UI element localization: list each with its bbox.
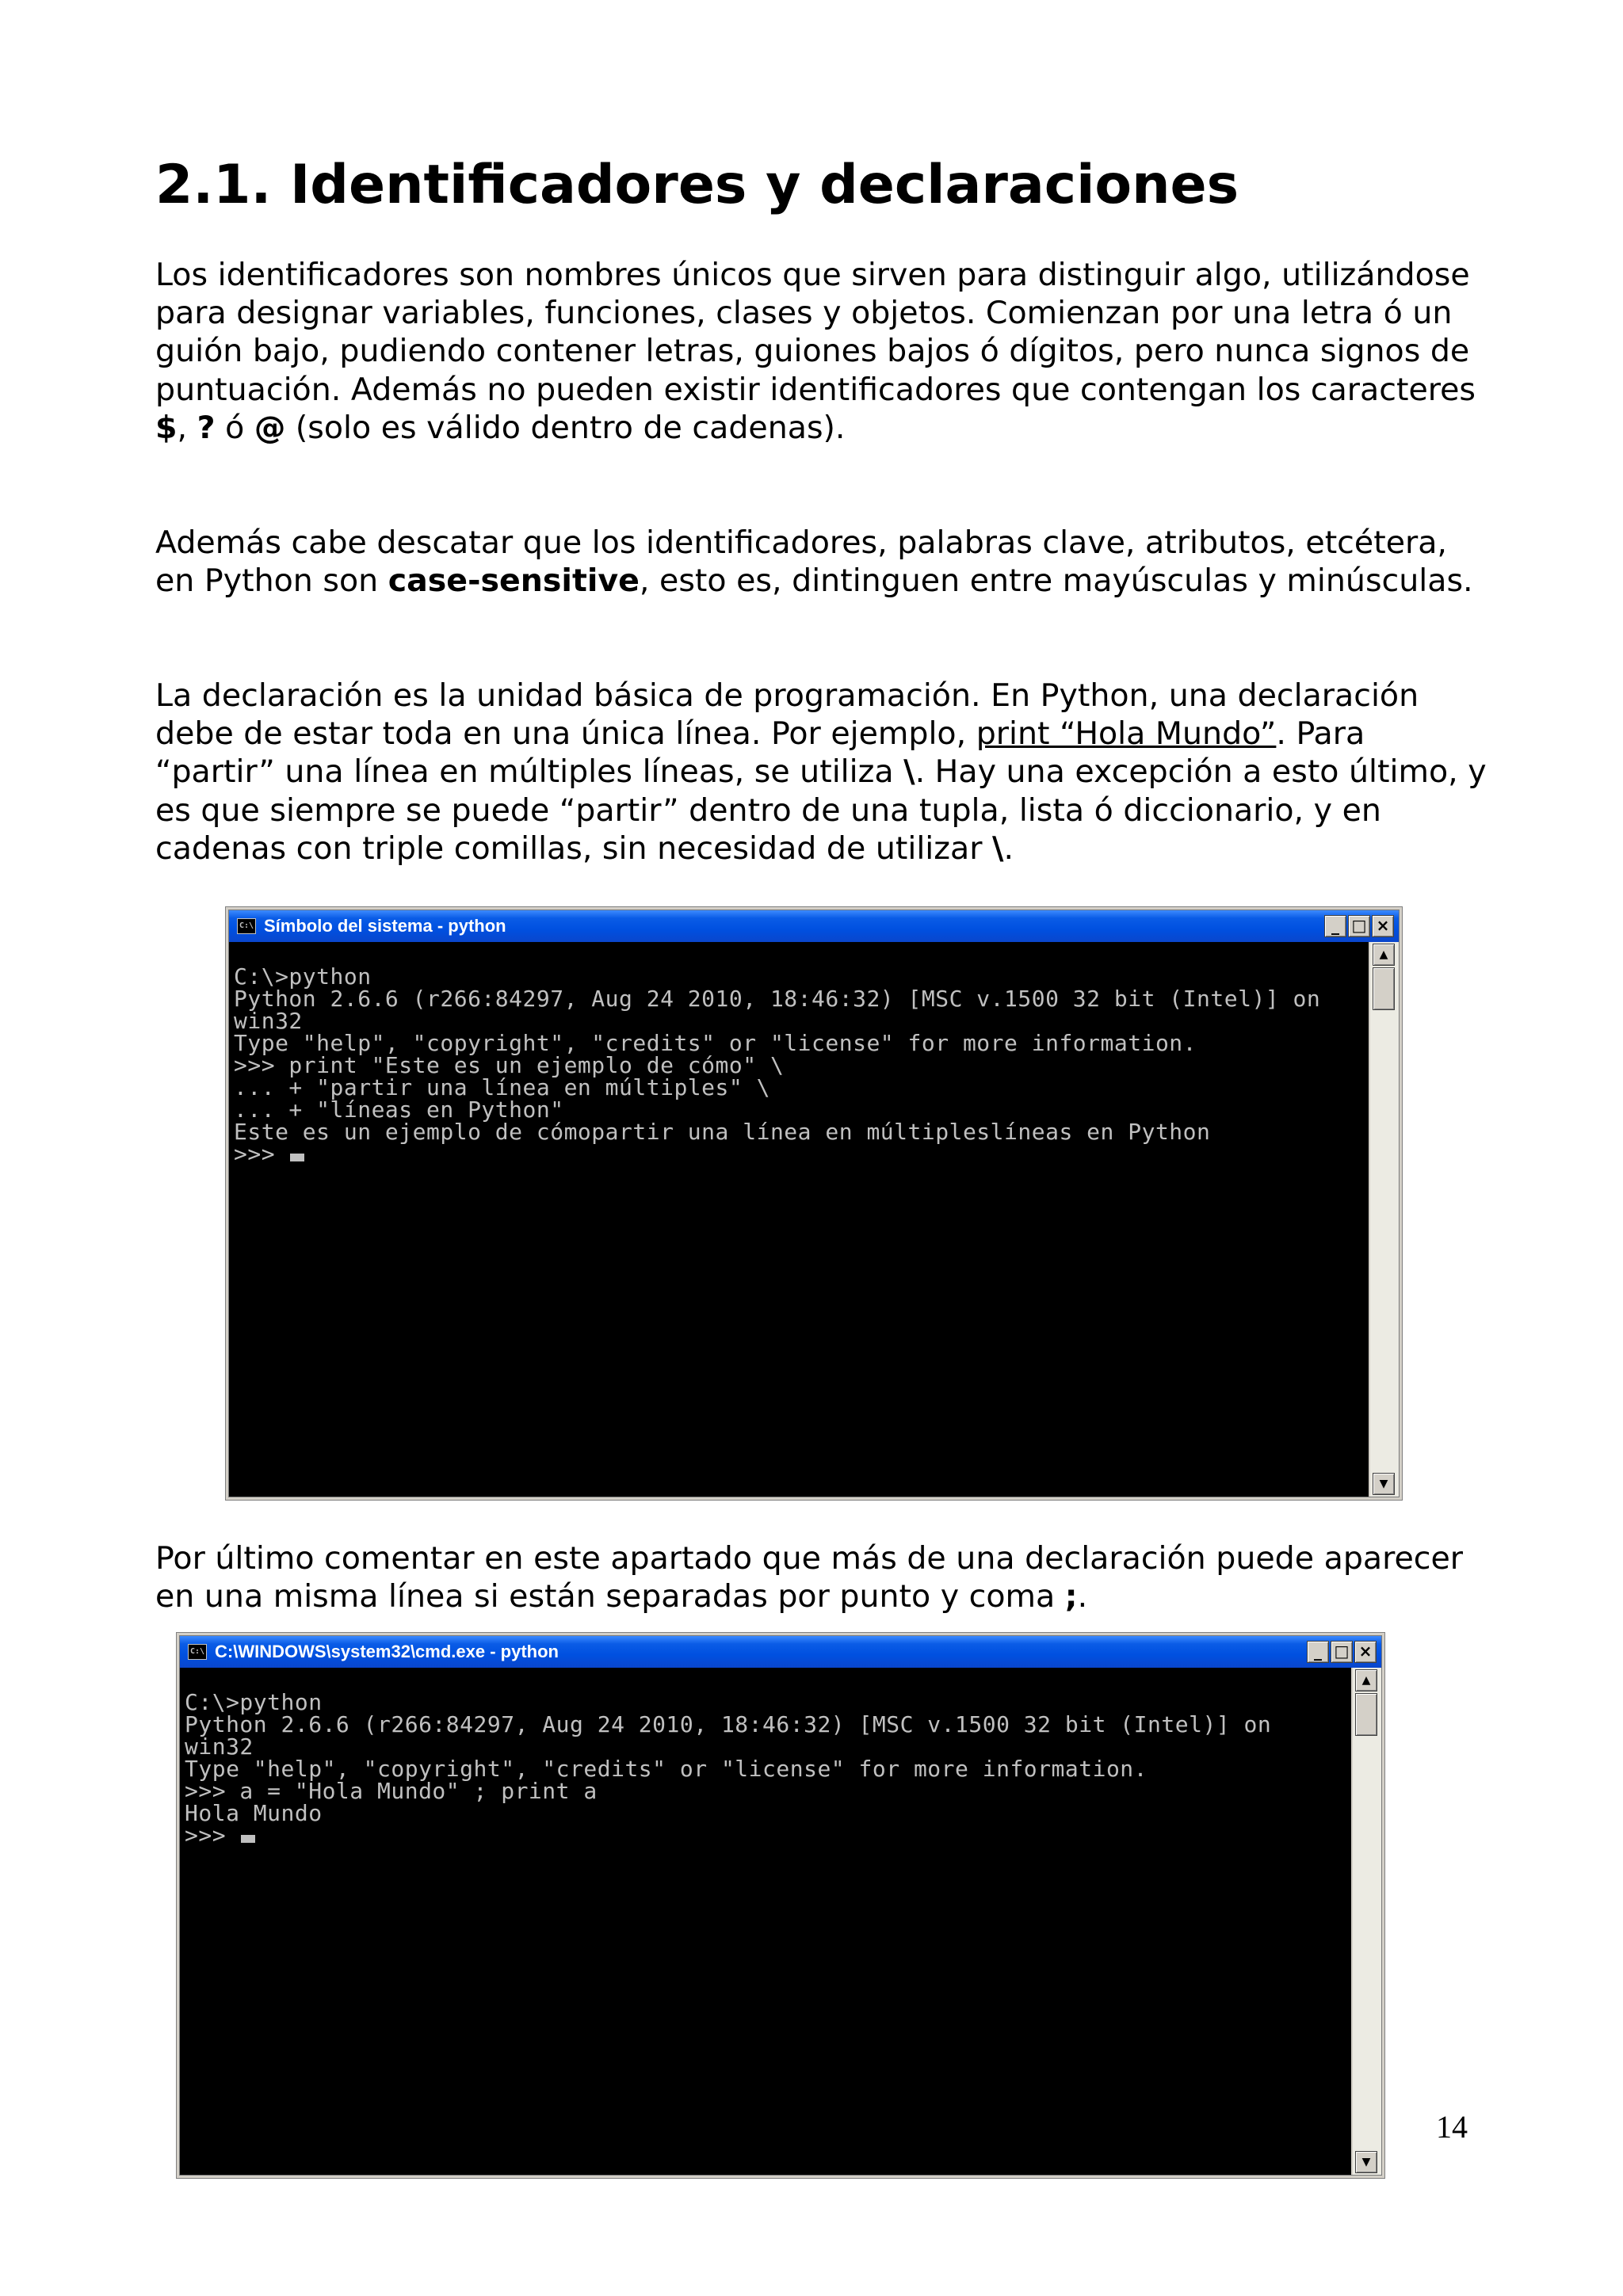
case-sensitive-term: case-sensitive [388, 563, 640, 600]
separator-text: ó [215, 409, 254, 446]
maximize-button[interactable]: □ [1348, 915, 1370, 937]
vertical-scrollbar[interactable] [1369, 942, 1399, 1497]
paragraph-text: Además cabe descatar que los identificadores, palabras clave, atributos, etcétera, en Python son [155, 524, 1447, 600]
window-controls [1305, 1641, 1377, 1663]
page-number: 14 [1436, 2109, 1468, 2145]
console-window-cmd [179, 1635, 1382, 2176]
maximize-button[interactable]: □ [1331, 1641, 1353, 1663]
terminal-output: C:\>python Python 2.6.6 (r266:84297, Aug 24 2010, 18:46:32) [MSC v.1500 32 bit (Intel)] on win32 Type "help", "copyright", "credits" or "license" for more information. >>> a = "Hola Mundo" ; print a Hola Mundo >>> [185, 1689, 1272, 1848]
char-at: @ [254, 409, 286, 446]
paragraph-declaration [155, 677, 1487, 868]
console-titlebar[interactable] [180, 1636, 1381, 1668]
semicolon-char: ; [1064, 1578, 1078, 1615]
paragraph-text: . [1003, 830, 1014, 867]
scroll-down-icon[interactable]: ▼ [1355, 2151, 1377, 2173]
console-icon[interactable]: C:\ [237, 918, 256, 934]
terminal-output: C:\>python Python 2.6.6 (r266:84297, Aug 24 2010, 18:46:32) [MSC v.1500 32 bit (Intel)] on win32 Type "help", "copyright", "credits" or "license" for more information. >>> print "Este es un ejemplo de cómo" \ ... + "partir una línea en múltiples" \ ... + "líneas en Python" Este es un ejemplo de cómopartir una línea en múltipleslíneas en Python >>> [234, 963, 1321, 1167]
window-controls [1323, 915, 1394, 937]
char-question: ? [197, 409, 216, 446]
paragraph-text: Los identificadores son nombres únicos que sirven para distinguir algo, utilizándose para designar variables, funciones, clases y objetos. Comienzan por una letra ó un guión bajo, pudiendo contener letras, guiones bajos ó dígitos, pero nunca signos de puntuación. Además no pueden existir identificadores que contengan los caracteres [155, 257, 1476, 408]
paragraph-semicolon [155, 1539, 1487, 1615]
section-heading: 2.1. Identificadores y declaraciones [155, 154, 1239, 216]
close-button[interactable]: × [1372, 915, 1394, 937]
minimize-button[interactable]: _ [1307, 1641, 1329, 1663]
terminal-text [229, 942, 1369, 1165]
window-title: C:\WINDOWS\system32\cmd.exe - python [215, 1642, 559, 1661]
console-titlebar[interactable] [229, 910, 1399, 942]
close-button[interactable]: × [1354, 1641, 1377, 1663]
vertical-scrollbar[interactable] [1351, 1668, 1381, 2175]
terminal-output-area[interactable] [229, 942, 1369, 1497]
terminal-output-area[interactable] [180, 1668, 1351, 2175]
paragraph-text: La declaración es la unidad básica de programación. En Python, una declaración debe de estar toda en una única línea. Por ejemplo, [155, 677, 1419, 753]
paragraph-text: . [1077, 1578, 1088, 1615]
paragraph-identifiers [155, 256, 1487, 447]
cursor [241, 1835, 255, 1843]
terminal-text [180, 1668, 1351, 1847]
scroll-thumb[interactable] [1373, 967, 1395, 1010]
scroll-thumb[interactable] [1355, 1693, 1377, 1736]
paragraph-text: (solo es válido dentro de cadenas). [285, 409, 846, 446]
cursor [290, 1154, 304, 1161]
backslash-char: \ [903, 753, 915, 791]
paragraph-text: . Hay una excepción a esto último, y es que siempre se puede “partir” dentro de una tupla, lista ó diccionario, y en cadenas con triple comillas, sin necesidad de utilizar [155, 753, 1487, 867]
window-title: Símbolo del sistema - python [264, 916, 506, 936]
paragraph-text: . Para “partir” una línea en múltiples líneas, se utiliza [155, 715, 1365, 791]
scroll-up-icon[interactable]: ▲ [1373, 944, 1395, 966]
paragraph-text: Por último comentar en este apartado que más de una declaración puede aparecer en una misma línea si están separadas por punto y coma [155, 1540, 1464, 1615]
backslash-char: \ [992, 830, 1004, 867]
minimize-button[interactable]: _ [1324, 915, 1346, 937]
scroll-up-icon[interactable]: ▲ [1355, 1669, 1377, 1691]
char-dollar: $ [155, 409, 178, 446]
console-icon[interactable]: C:\ [188, 1644, 207, 1660]
scroll-down-icon[interactable]: ▼ [1373, 1473, 1395, 1495]
code-example-print: print “Hola Mundo” [976, 715, 1277, 753]
paragraph-case-sensitive [155, 524, 1487, 600]
console-window-simbolo [228, 910, 1400, 1497]
paragraph-text: , esto es, dintinguen entre mayúsculas y minúsculas. [639, 563, 1473, 600]
separator-text: , [177, 409, 197, 446]
